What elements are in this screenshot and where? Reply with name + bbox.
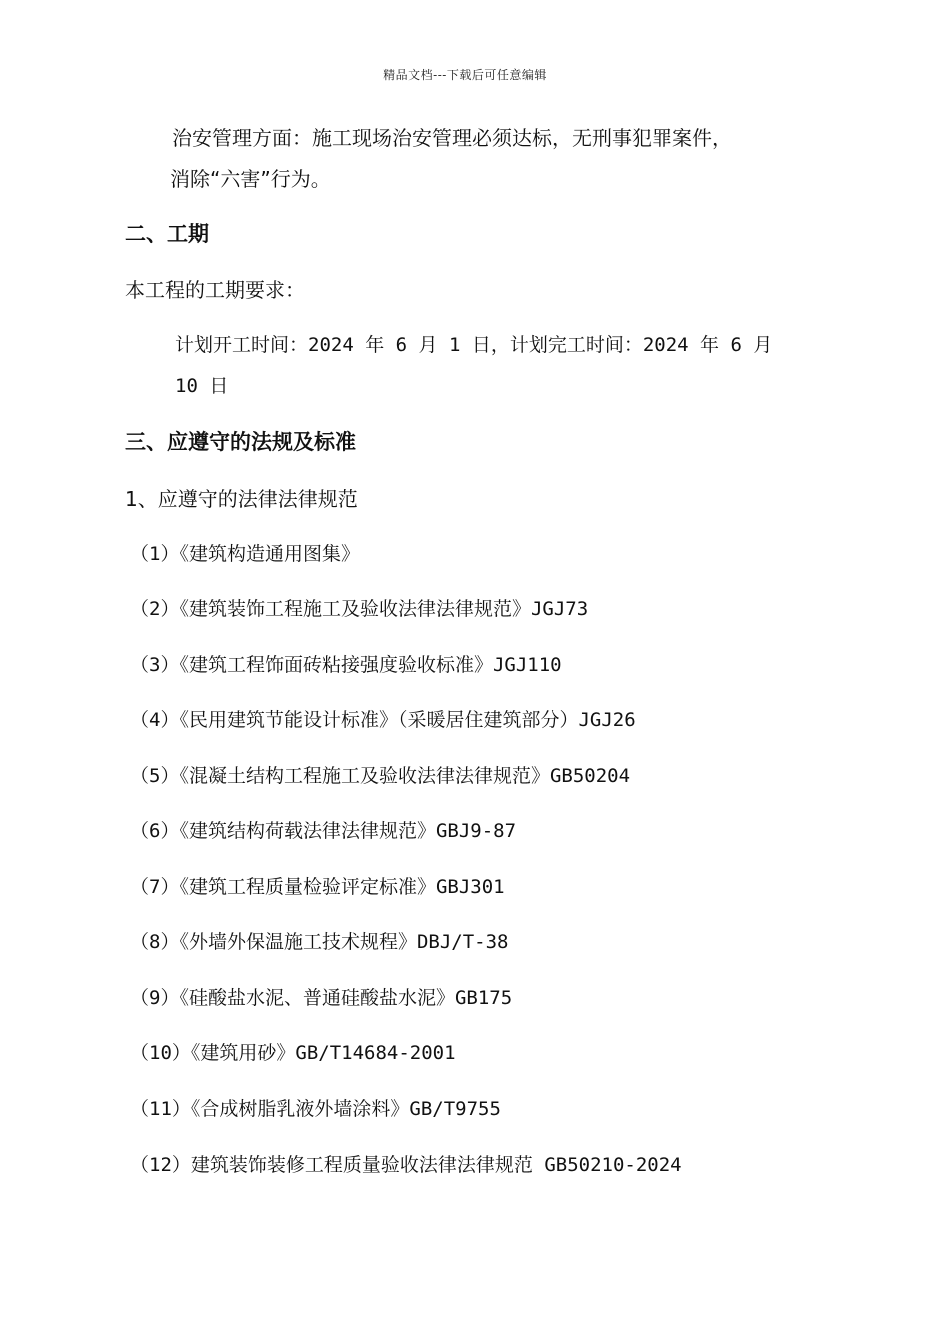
- standard-item-4: （4）《民用建筑节能设计标准》（采暖居住建筑部分）JGJ26: [130, 709, 636, 731]
- standard-item-12: （12）建筑装饰装修工程质量验收法律法律规范 GB50210-2024: [130, 1154, 682, 1176]
- standard-item-8: （8）《外墙外保温施工技术规程》DBJ/T-38: [130, 931, 509, 953]
- section-3-subheading: 1、应遵守的法律法律规范: [125, 487, 358, 511]
- security-line-2: 消除“六害”行为。: [170, 167, 331, 191]
- section-3-heading: 三、应遵守的法规及标准: [125, 430, 356, 454]
- schedule-plan-line-1: 计划开工时间：2024 年 6 月 1 日，计划完工时间：2024 年 6 月: [175, 334, 773, 356]
- section-2-heading: 二、工期: [125, 222, 209, 246]
- schedule-plan-line-2: 10 日: [175, 375, 229, 397]
- standard-item-5: （5）《混凝土结构工程施工及验收法律法律规范》GB50204: [130, 765, 631, 787]
- standard-item-3: （3）《建筑工程饰面砖粘接强度验收标准》JGJ110: [130, 654, 562, 676]
- standard-item-9: （9）《硅酸盐水泥、普通硅酸盐水泥》GB175: [130, 987, 513, 1009]
- schedule-intro: 本工程的工期要求：: [125, 278, 305, 302]
- standard-item-2: （2）《建筑装饰工程施工及验收法律法律规范》JGJ73: [130, 598, 589, 620]
- standard-item-11: （11）《合成树脂乳液外墙涂料》GB/T9755: [130, 1098, 501, 1120]
- standard-item-10: （10）《建筑用砂》GB/T14684-2001: [130, 1042, 456, 1064]
- standard-item-7: （7）《建筑工程质量检验评定标准》GBJ301: [130, 876, 505, 898]
- standard-item-6: （6）《建筑结构荷载法律法律规范》GBJ9-87: [130, 820, 517, 842]
- page-header: 精品文档---下载后可任意编辑: [383, 68, 547, 82]
- standard-item-1: （1）《建筑构造通用图集》: [130, 543, 360, 565]
- security-line-1: 治安管理方面：施工现场治安管理必须达标，无刑事犯罪案件，: [172, 126, 732, 150]
